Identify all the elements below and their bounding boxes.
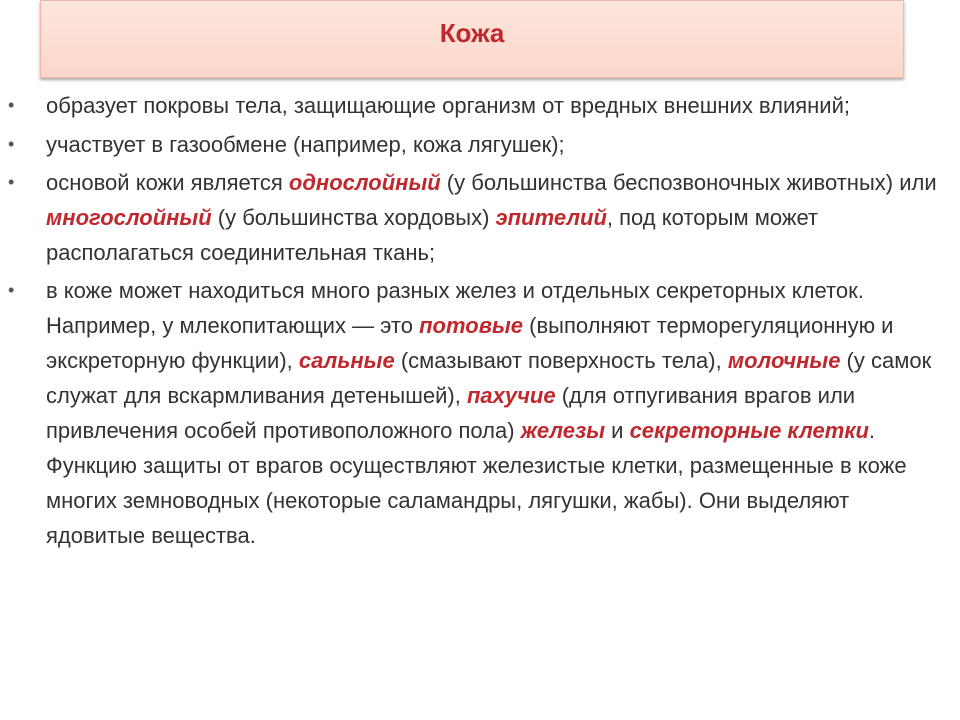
title-banner [40,0,904,78]
bullet-dot-icon: • [8,172,15,192]
text-run: в коже может находиться много разных желез и отдельных секреторных клеток. Например, у млекопитающих — это [46,278,864,338]
emphasis-term: секреторные клетки [629,418,869,443]
bullet-text [46,93,850,118]
bullet-dot-icon: • [8,95,15,115]
text-run: (смазывают поверхность тела), [394,348,728,373]
text-run: и [605,418,630,443]
emphasis-term: железы [520,418,606,443]
bullet-list [0,88,960,557]
bullet-item [0,165,960,270]
text-run: (у большинства хордовых) [211,205,496,230]
bullet-item [0,273,960,553]
text-run: (выполняют терморегуляционную и экскреторную функции), [46,313,894,373]
emphasis-term: потовые [419,313,524,338]
text-run: . Функцию защиты от врагов осуществляют железистые клетки, размещенные в коже многих земноводных (некоторые саламандры, лягушки, жабы). Они выделяют ядовитые вещества. [46,418,907,548]
text-run: (у большинства беспозвоночных животных) или [440,170,937,195]
emphasis-term: однослойный [288,170,441,195]
text-run: (у самок служат для вскармливания детенышей), [46,348,932,408]
text-run: , под которым может располагаться соединительная ткань; [46,205,819,265]
emphasis-term: молочные [727,348,841,373]
bullet-text [46,278,931,548]
text-run: образует покровы тела, защищающие организм от вредных внешних влияний; [46,93,850,118]
bullet-item [0,88,960,123]
emphasis-term: многослойный [46,205,212,230]
emphasis-term: эпителий [495,205,607,230]
text-run: участвует в газообмене (например, кожа лягушек); [46,132,565,157]
bullet-item [0,127,960,162]
text-run: (для отпугивания врагов или привлечения особей противоположного пола) [46,383,856,443]
slide-title: Кожа [439,17,505,48]
bullet-dot-icon: • [8,134,15,154]
emphasis-term: сальные [298,348,395,373]
bullet-dot-icon: • [8,280,15,300]
bullet-text [46,132,565,157]
bullet-text [46,170,937,265]
text-run: основой кожи является [46,170,289,195]
emphasis-term: пахучие [466,383,556,408]
